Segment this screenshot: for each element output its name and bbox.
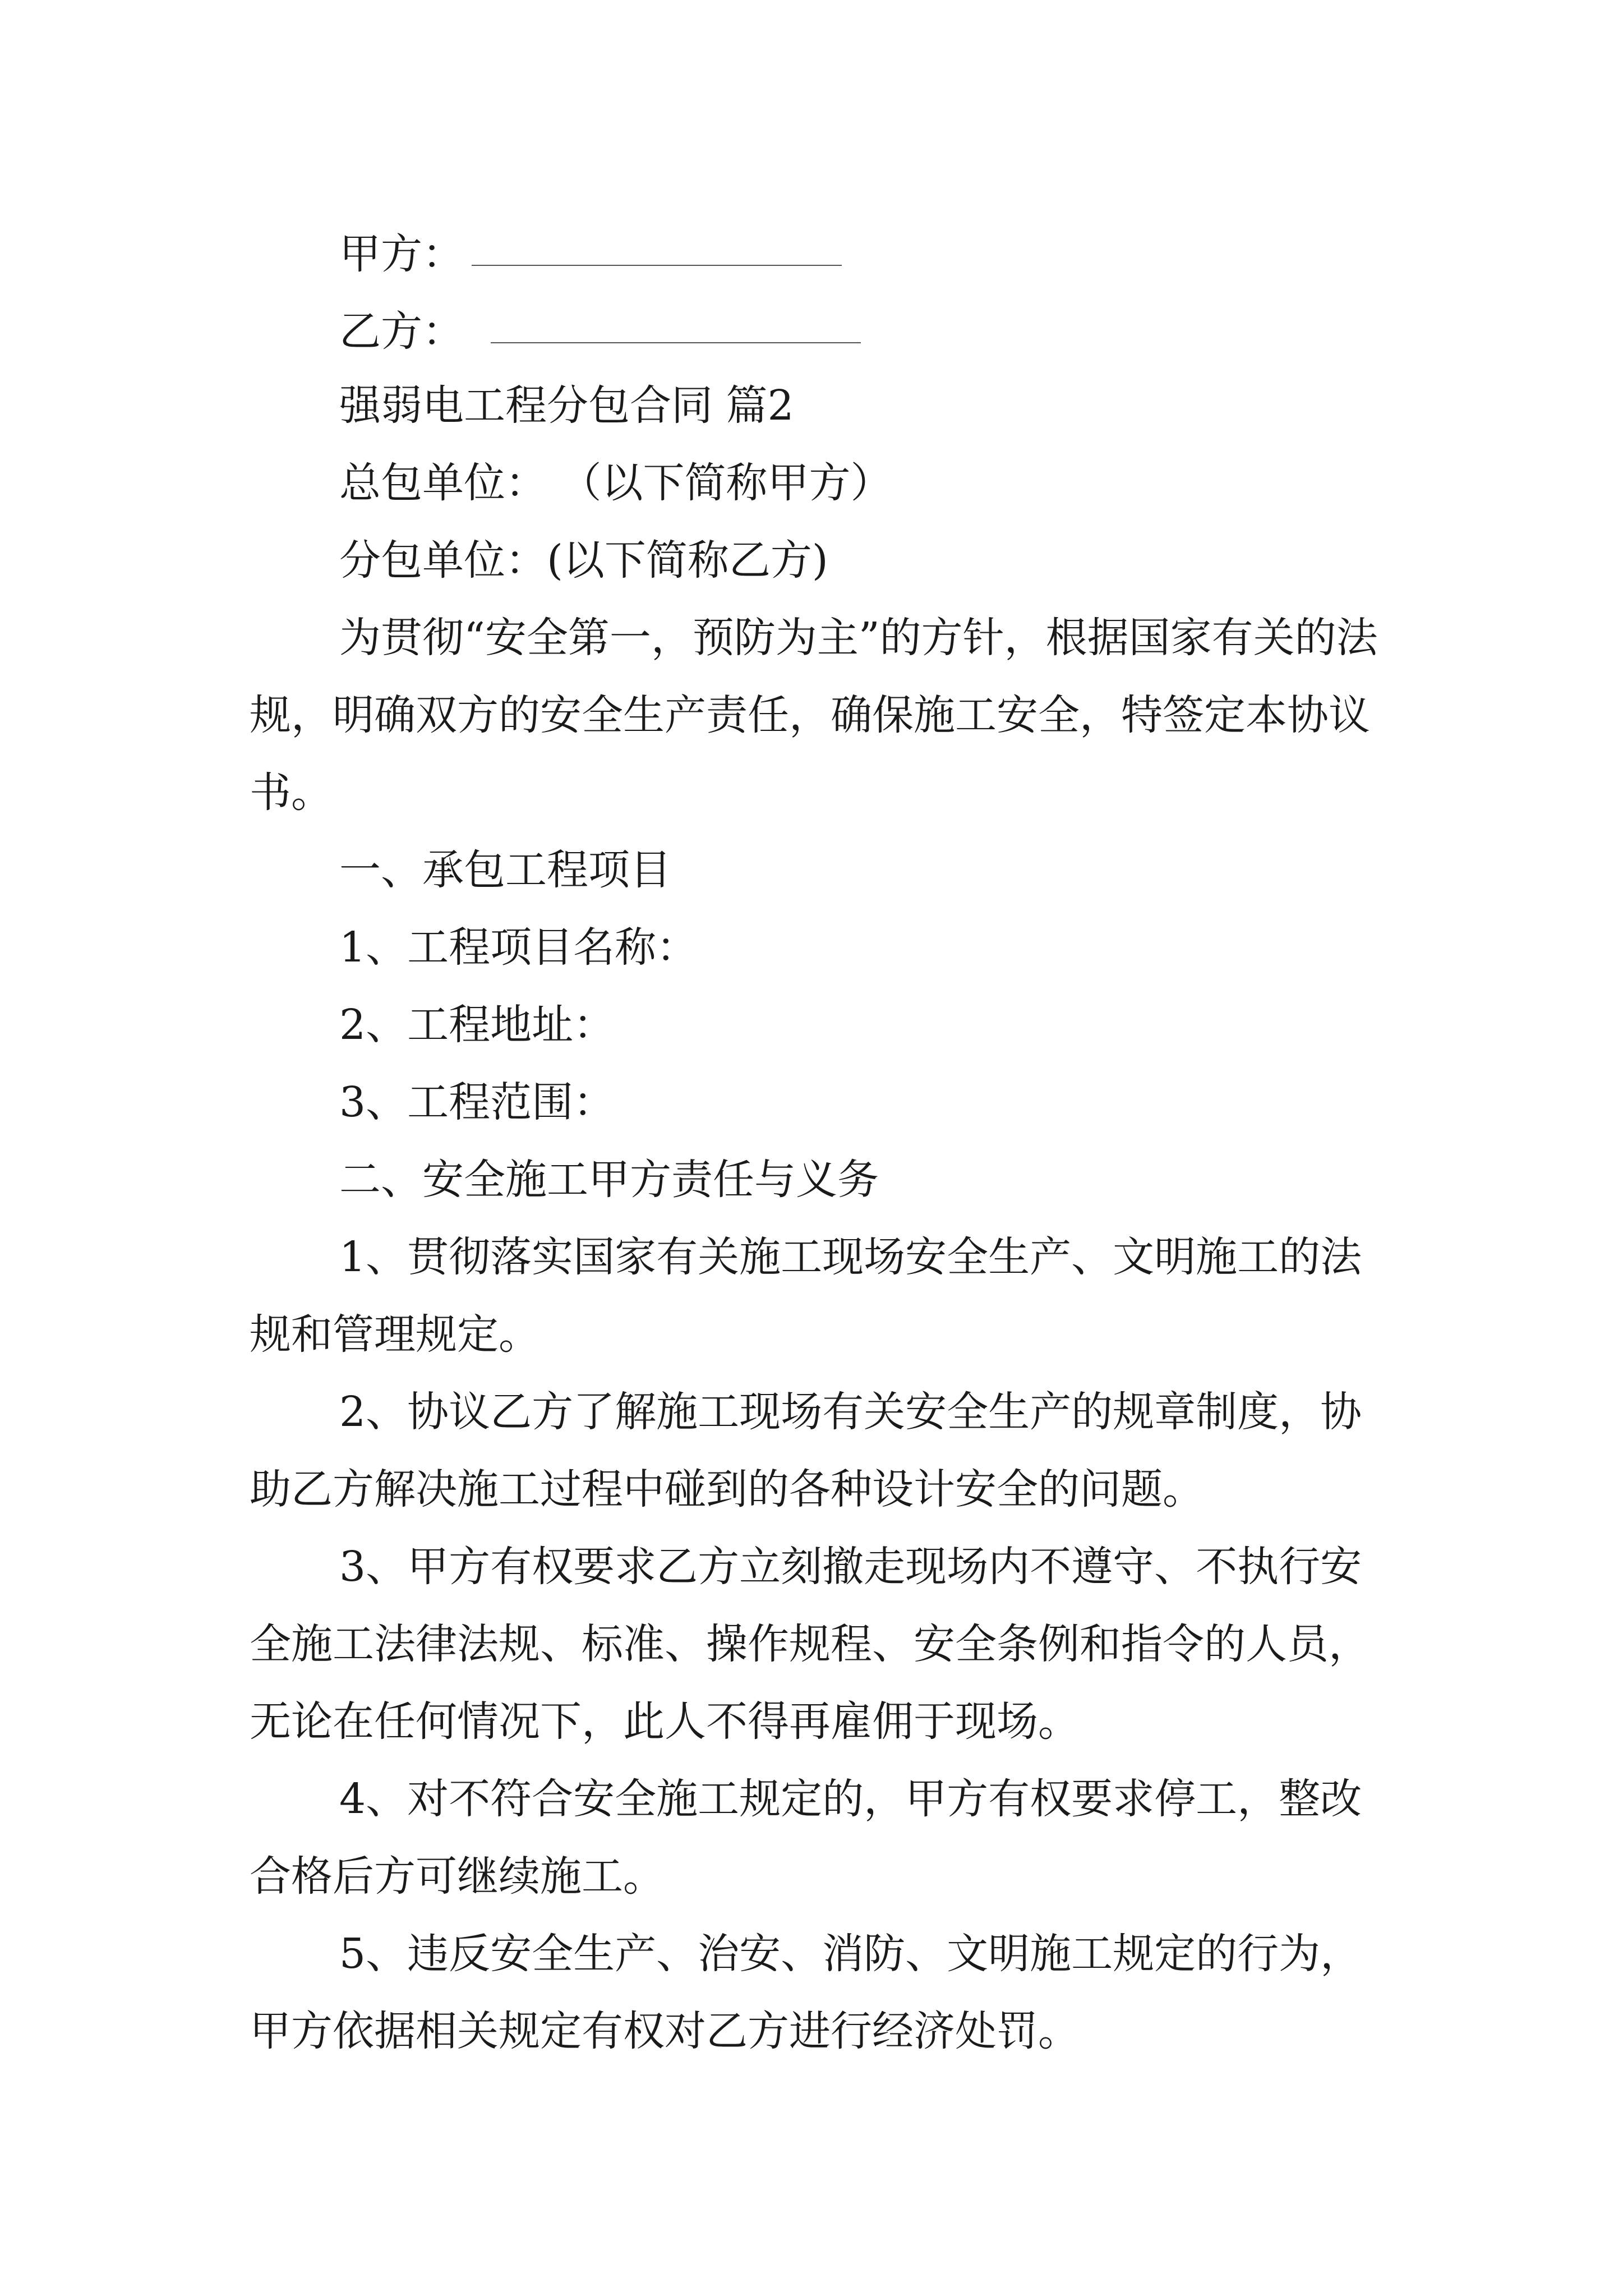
- part1-item: 3、工程范围：: [339, 1078, 615, 1126]
- party-a-line: [250, 212, 1388, 289]
- part2-heading: 二、安全施工甲方责任与义务: [339, 1156, 879, 1204]
- part1-heading: 一、承包工程项目: [339, 846, 671, 894]
- intro-paragraph: 为贯彻“安全第一，预防为主”的方针，根据国家有关的法规，明确双方的安全生产责任，确保施工安全，特签定本协议书。: [250, 614, 1378, 817]
- party-a-blank: [472, 265, 842, 266]
- party-b-line: [250, 289, 1388, 367]
- section-title: 强弱电工程分包合同 篇2: [339, 381, 794, 430]
- part2-item: 2、协议乙方了解施工现场有关安全生产的规章制度，协助乙方解决施工过程中碰到的各种设计安全的问题。: [250, 1388, 1362, 1513]
- part2-item: 4、对不符合安全施工规定的，甲方有权要求停工，整改合格后方可继续施工。: [250, 1775, 1362, 1901]
- contractor-line: 总包单位： （以下简称甲方）: [339, 459, 892, 507]
- part1-item: 1、工程项目名称：: [339, 923, 698, 972]
- part2-item: 3、甲方有权要求乙方立刻撤走现场内不遵守、不执行安全施工法律法规、标准、操作规程、安全条例和指令的人员，无论在任何情况下，此人不得再雇佣于现场。: [250, 1543, 1370, 1746]
- part2-item: 1、贯彻落实国家有关施工现场安全生产、文明施工的法规和管理规定。: [250, 1233, 1362, 1359]
- party-b-label: 乙方：: [339, 307, 464, 356]
- document-body: [250, 212, 1388, 2070]
- subcontractor-line: 分包单位：(以下简称乙方): [339, 536, 828, 585]
- party-b-blank: [491, 342, 861, 343]
- part1-item: 2、工程地址：: [339, 1001, 615, 1049]
- party-a-label: 甲方：: [339, 230, 464, 278]
- part2-item: 5、违反安全生产、治安、消防、文明施工规定的行为，甲方依据相关规定有权对乙方进行经济处罚。: [250, 1930, 1362, 2055]
